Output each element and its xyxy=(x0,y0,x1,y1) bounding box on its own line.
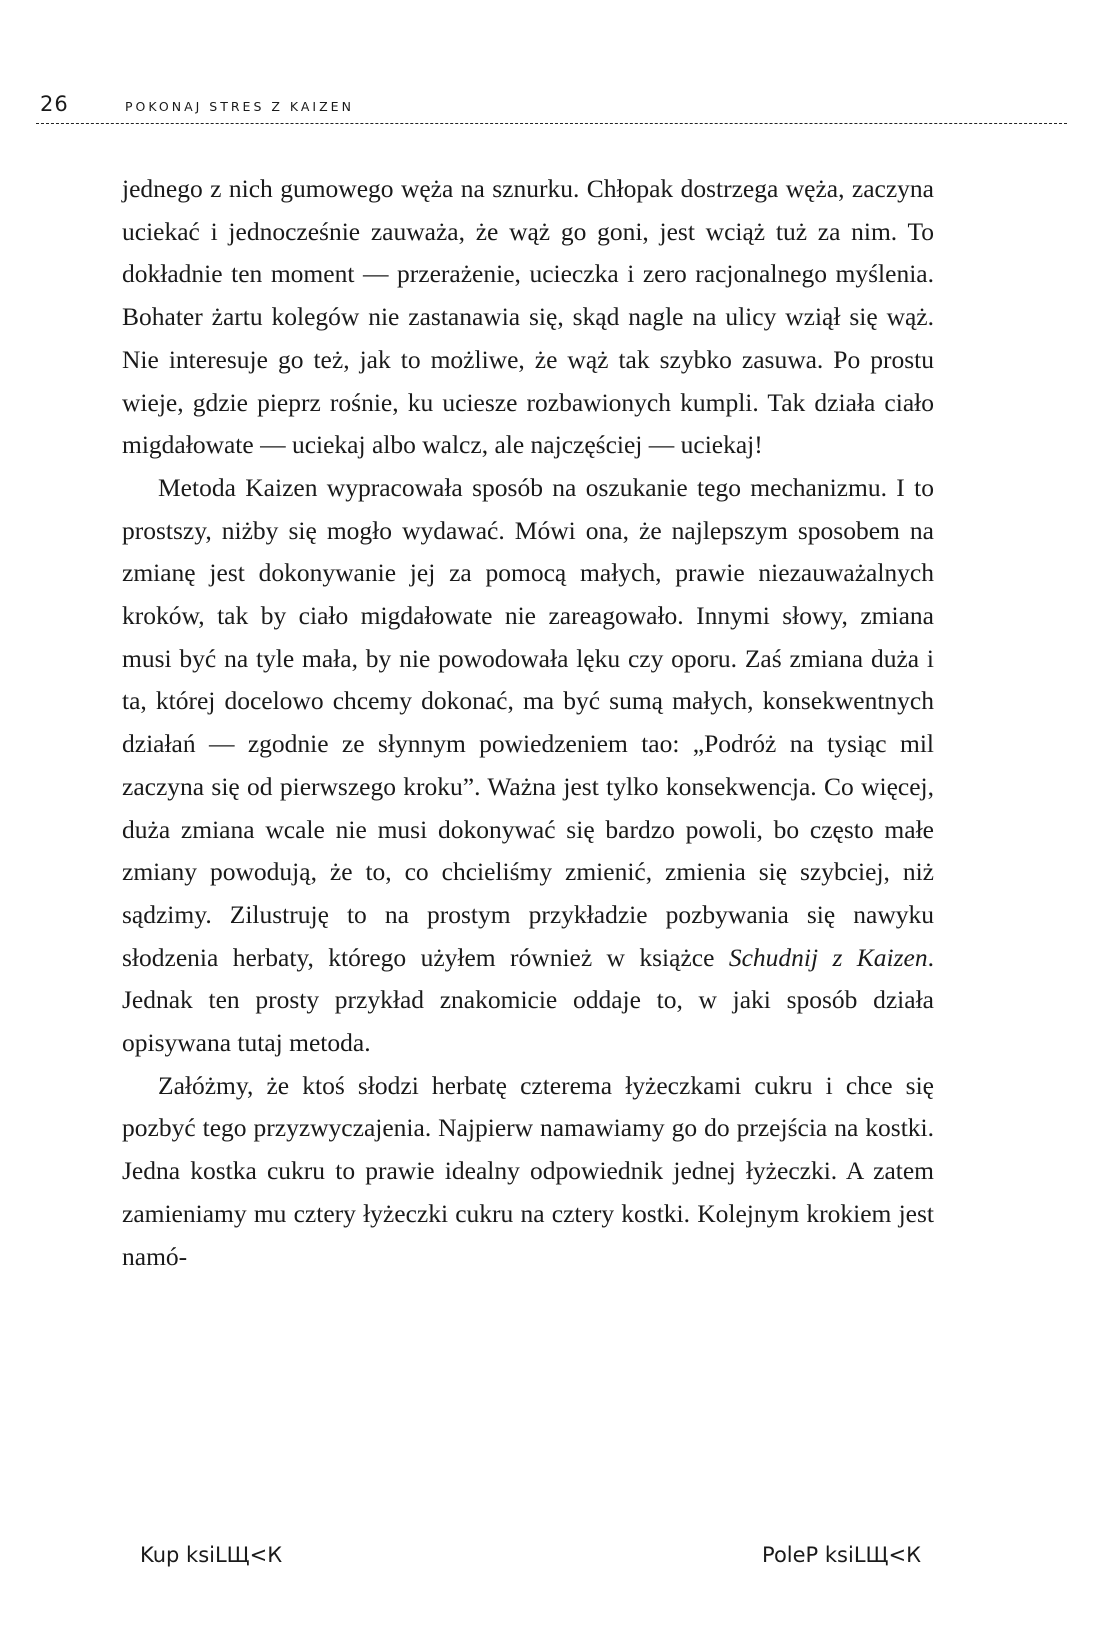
page-body xyxy=(122,168,934,1278)
buy-book-link[interactable]: Kup ksiLЩ<К xyxy=(140,1543,283,1567)
paragraph-2-text-start: Metoda Kaizen wypracowała sposób na oszukanie tego mechanizmu. I to prostszy, niżby się mogło wydawać. Mówi ona, że najlepszym sposobem na zmianę jest dokonywanie jej za pomocą małych, prawie niezauważalnych kroków, tak by ciało migdałowate nie zareagowało. Innymi słowy, zmiana musi być na tyle mała, by nie powodowała lęku czy oporu. Zaś zmiana duża i ta, której docelowo chcemy dokonać, ma być sumą małych, konsekwentnych działań — zgodnie ze słynnym powiedzeniem tao: „Podróż na tysiąc mil zaczyna się od pierwszego kroku”. Ważna jest tylko konsekwencja. Co więcej, duża zmiana wcale nie musi dokonywać się bardzo powoli, bo często małe zmiany powodują, że to, co chcieliśmy zmienić, zmienia się szybciej, niż sądzimy. Zilustruję to na prostym przykładzie pozbywania się nawyku słodzenia herbaty, którego użyłem również w książce xyxy=(122,472,934,972)
page-header xyxy=(36,92,1067,128)
paragraph-1: jednego z nich gumowego węża na sznurku. Chłopak dostrzega węża, zaczyna uciekać i jednocześnie zauważa, że wąż go goni, jest wciąż tuż za nim. To dokładnie ten moment — przerażenie, ucieczka i zero racjonalnego myślenia. Bohater żartu kolegów nie zastanawia się, skąd nagle na ulicy wziął się wąż. Nie interesuje go też, jak to możliwe, że wąż tak szybko zasuwa. Po prostu wieje, gdzie pieprz rośnie, ku uciesze rozbawionych kumpli. Tak działa ciało migdałowate — uciekaj albo walcz, ale najczęściej — uciekaj! xyxy=(122,174,934,460)
recommend-book-link[interactable]: PoleР ksiLЩ<К xyxy=(762,1543,921,1567)
running-title: POKONAJ STRES Z KAIZEN xyxy=(125,99,354,114)
page-number: 26 xyxy=(40,92,69,116)
paragraph-2 xyxy=(122,467,934,1065)
book-title-italic: Schudnij z Kaizen xyxy=(728,942,928,972)
paragraph-2-text-end: . Jednak ten prosty przykład znakomicie oddaje to, w jaki sposób działa opisywana tutaj metoda. xyxy=(122,942,934,1058)
header-divider xyxy=(36,123,1067,124)
paragraph-3: Załóżmy, że ktoś słodzi herbatę czterema łyżeczkami cukru i chce się pozbyć tego przyzwyczajenia. Najpierw namawiamy go do przejścia na kostki. Jedna kostka cukru to prawie idealny odpowiednik jednej łyżeczki. A zatem zamieniamy mu cztery łyżeczki cukru na cztery kostki. Kolejnym krokiem jest namó- xyxy=(122,1070,934,1271)
